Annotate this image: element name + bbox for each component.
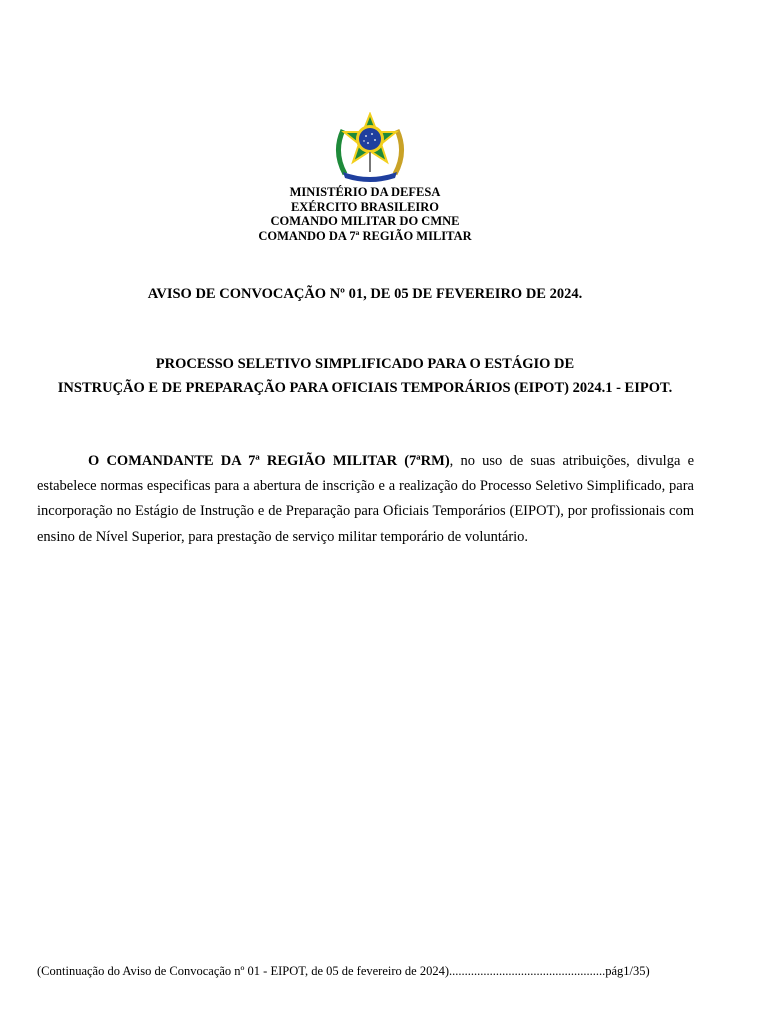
body-paragraph — [37, 449, 694, 550]
header-line-army: EXÉRCITO BRASILEIRO — [290, 199, 440, 214]
brazil-coat-of-arms-icon — [331, 112, 409, 184]
processo-line-2: INSTRUÇÃO E DE PREPARAÇÃO PARA OFICIAIS TEMPORÁRIOS (EIPOT) 2024.1 - EIPOT. — [57, 380, 673, 396]
header-line-command: COMANDO MILITAR DO CMNE — [270, 214, 460, 228]
processo-line-1: PROCESSO SELETIVO SIMPLIFICADO PARA O ESTÁGIO DE — [155, 356, 575, 372]
aviso-title: AVISO DE CONVOCAÇÃO Nº 01, DE 05 DE FEVEREIRO DE 2024. — [147, 286, 583, 302]
header-line-ministry: MINISTÉRIO DA DEFESA — [289, 185, 441, 199]
header-block — [0, 185, 730, 243]
header-line-region: COMANDO DA 7ª REGIÃO MILITAR — [258, 228, 472, 243]
page-footer: (Continuação do Aviso de Convocação nº 01 - EIPOT, de 05 de fevereiro de 2024)..................................................pág1/35) — [37, 964, 650, 978]
processo-title — [0, 352, 730, 400]
body-lead-bold: O COMANDANTE DA 7ª REGIÃO MILITAR (7ªRM) — [88, 453, 450, 469]
body-rest: , no uso de suas atribuições, divulga e estabelece normas especificas para a abertura de inscrição e a realização do Processo Seletivo Simplificado, para incorporação no Estágio de Instrução e de Preparação para Oficiais Temporários (EIPOT), por profissionais com ensino de Nível Superior, para prestação de serviço militar temporário de voluntário. — [37, 453, 695, 545]
